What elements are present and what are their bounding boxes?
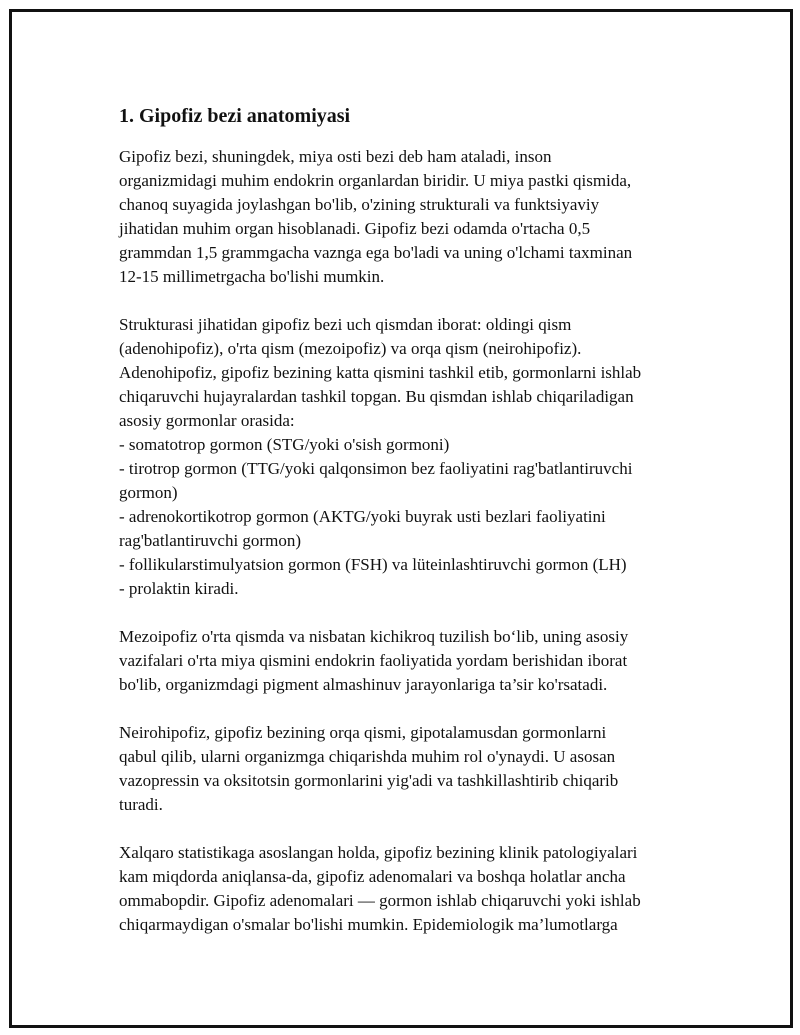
text-line: vazopressin va oksitotsin gormonlarini yig'adi va tashkillashtirib chiqarib — [119, 771, 619, 790]
document-content — [119, 102, 699, 961]
text-line: - prolaktin kiradi. — [119, 579, 239, 598]
text-line: grammdan 1,5 grammgacha vaznga ega bo'ladi va uning o'lchami taxminan — [119, 243, 633, 262]
text-line: jihatidan muhim organ hisoblanadi. Gipofiz bezi odamda o'rtacha 0,5 — [119, 219, 591, 238]
text-line: qabul qilib, ularni organizmga chiqarishda muhim rol o'ynaydi. U asosan — [119, 747, 616, 766]
text-line: - adrenokortikotrop gormon (AKTG/yoki buyrak usti bezlari faoliyatini — [119, 507, 606, 526]
text-line: asosiy gormonlar orasida: — [119, 411, 295, 430]
paragraph — [119, 841, 699, 937]
text-line: ommabopdir. Gipofiz adenomalari — gormon ishlab chiqaruvchi yoki ishlab — [119, 891, 641, 910]
text-line: chiqaruvchi hujayralardan tashkil topgan. Bu qismdan ishlab chiqariladigan — [119, 387, 634, 406]
text-line: rag'batlantiruvchi gormon) — [119, 531, 301, 550]
text-line: Neirohipofiz, gipofiz bezining orqa qismi, gipotalamusdan gormonlarni — [119, 723, 607, 742]
text-line: (adenohipofiz), o'rta qism (mezoipofiz) va orqa qism (neirohipofiz). — [119, 339, 582, 358]
text-line: turadi. — [119, 795, 163, 814]
text-line: Adenohipofiz, gipofiz bezining katta qismini tashkil etib, gormonlarni ishlab — [119, 363, 642, 382]
text-line: - somatotrop gormon (STG/yoki o'sish gormoni) — [119, 435, 450, 454]
text-line: - tirotrop gormon (TTG/yoki qalqonsimon bez faoliyatini rag'batlantiruvchi — [119, 459, 633, 478]
paragraph — [119, 625, 699, 697]
section-heading: 1. Gipofiz bezi anatomiyasi — [119, 105, 351, 127]
text-line: organizmidagi muhim endokrin organlardan biridir. U miya pastki qismida, — [119, 171, 632, 190]
text-line: Xalqaro statistikaga asoslangan holda, gipofiz bezining klinik patologiyalari — [119, 843, 638, 862]
paragraphs-container — [119, 145, 699, 937]
paragraph — [119, 721, 699, 817]
paragraph — [119, 313, 699, 601]
text-line: gormon) — [119, 483, 178, 502]
text-line: chiqarmaydigan o'smalar bo'lishi mumkin. Epidemiologik ma’lumotlarga — [119, 915, 618, 934]
text-line: Mezoipofiz o'rta qismda va nisbatan kichikroq tuzilish bo‘lib, uning asosiy — [119, 627, 629, 646]
text-line: kam miqdorda aniqlansa-da, gipofiz adenomalari va boshqa holatlar ancha — [119, 867, 626, 886]
text-line: bo'lib, organizmdagi pigment almashinuv jarayonlariga ta’sir ko'rsatadi. — [119, 675, 608, 694]
paragraph — [119, 145, 699, 289]
text-line: 12-15 millimetrgacha bo'lishi mumkin. — [119, 267, 385, 286]
text-line: Gipofiz bezi, shuningdek, miya osti bezi deb ham ataladi, inson — [119, 147, 552, 166]
document-page — [9, 9, 793, 1028]
text-line: - follikularstimulyatsion gormon (FSH) va lüteinlashtiruvchi gormon (LH) — [119, 555, 627, 574]
text-line: chanoq suyagida joylashgan bo'lib, o'zining strukturali va funktsiyaviy — [119, 195, 600, 214]
text-line: Strukturasi jihatidan gipofiz bezi uch qismdan iborat: oldingi qism — [119, 315, 572, 334]
text-line: vazifalari o'rta miya qismini endokrin faoliyatida yordam berishidan iborat — [119, 651, 628, 670]
